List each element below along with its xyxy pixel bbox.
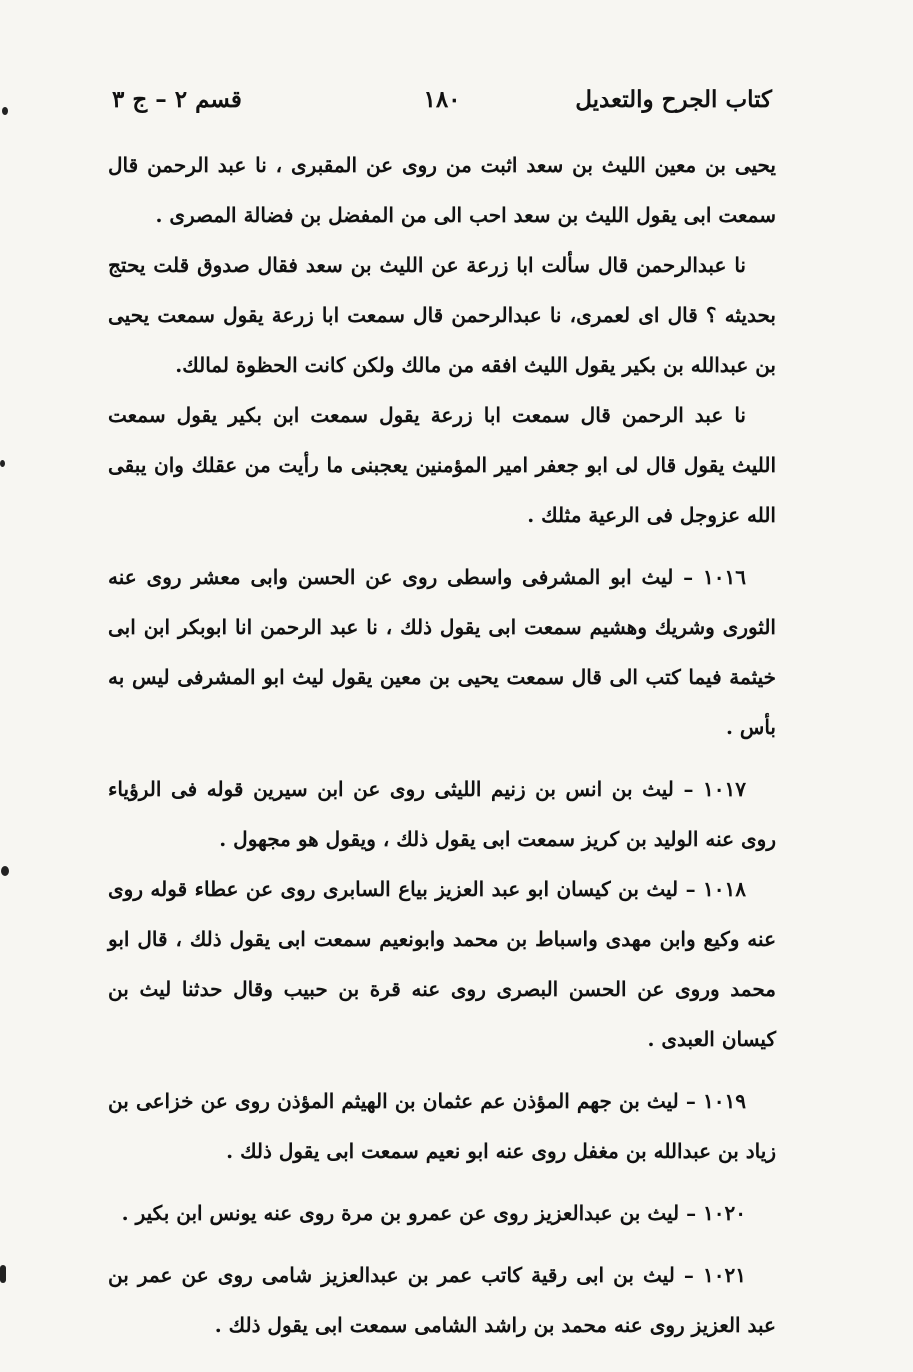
- page-header: [112, 86, 772, 126]
- scan-speck: [2, 107, 8, 115]
- book-title: كتاب الجرح والتعديل: [575, 86, 772, 113]
- entry-1017: ١٠١٧ – ليث بن انس بن زنيم الليثى روى عن ابن سيرين قوله فى الرؤياء روى عنه الوليد بن كريز سمعت ابى يقول ذلك ، ويقول هو مجهول .: [108, 777, 776, 851]
- page-body: [108, 140, 776, 1350]
- entry-1020: ١٠٢٠ – ليث بن عبدالعزيز روى عن عمرو بن مرة روى عنه يونس ابن بكير .: [121, 1201, 746, 1225]
- volume-label: قسم ٢ – ج ٣: [112, 86, 242, 113]
- scan-speck: [0, 1265, 6, 1283]
- paragraph-ibn-bukayr: نا عبد الرحمن قال سمعت ابا زرعة يقول سمعت ابن بكير يقول سمعت الليث يقول قال لى ابو جعفر امير المؤمنين يعجبنى ما رأيت من عقلك وان يبقى الله عزوجل فى الرعية مثلك .: [108, 403, 776, 527]
- entry-1019: ١٠١٩ – ليث بن جهم المؤذن عم عثمان بن الهيثم المؤذن روى عن خزاعى بن زياد بن عبدالله بن مغفل روى عنه ابو نعيم سمعت ابى يقول ذلك .: [108, 1089, 776, 1163]
- entry-1021: ١٠٢١ – ليث بن ابى رقية كاتب عمر بن عبدالعزيز شامى روى عن عمر بن عبد العزيز روى عنه محمد بن راشد الشامى سمعت ابى يقول ذلك .: [108, 1263, 776, 1337]
- entry-1018: ١٠١٨ – ليث بن كيسان ابو عبد العزيز بياع السابرى روى عن عطاء قوله روى عنه وكيع وابن مهدى واسباط بن محمد وابونعيم سمعت ابى يقول ذلك ، قال ابو محمد وروى عن الحسن البصرى روى عنه قرة بن حبيب وقال حدثنا ليث بن كيسان العبدى .: [108, 877, 776, 1051]
- paragraph-abu-zura: نا عبدالرحمن قال سألت ابا زرعة عن الليث بن سعد فقال صدوق قلت يحتج بحديثه ؟ قال اى لعمرى، نا عبدالرحمن قال سمعت ابا زرعة يقول سمعت يحيى بن عبدالله بن بكير يقول الليث افقه من مالك ولكن كانت الحظوة لمالك.: [108, 253, 776, 377]
- scan-speck: [1, 866, 9, 876]
- paragraph-continuation: يحيى بن معين الليث بن سعد اثبت من روى عن المقبرى ، نا عبد الرحمن قال سمعت ابى يقول الليث بن سعد احب الى من المفضل بن فضالة المصرى .: [108, 153, 776, 227]
- scan-speck: [0, 460, 5, 467]
- entry-1016: ١٠١٦ – ليث ابو المشرفى واسطى روى عن الحسن وابى معشر روى عنه الثورى وشريك وهشيم سمعت ابى يقول ذلك ، نا عبد الرحمن انا ابوبكر ابن ابى خيثمة فيما كتب الى قال سمعت يحيى بن معين يقول ليث ابو المشرفى ليس به بأس .: [108, 565, 776, 739]
- page-number: ١٨٠: [423, 86, 461, 113]
